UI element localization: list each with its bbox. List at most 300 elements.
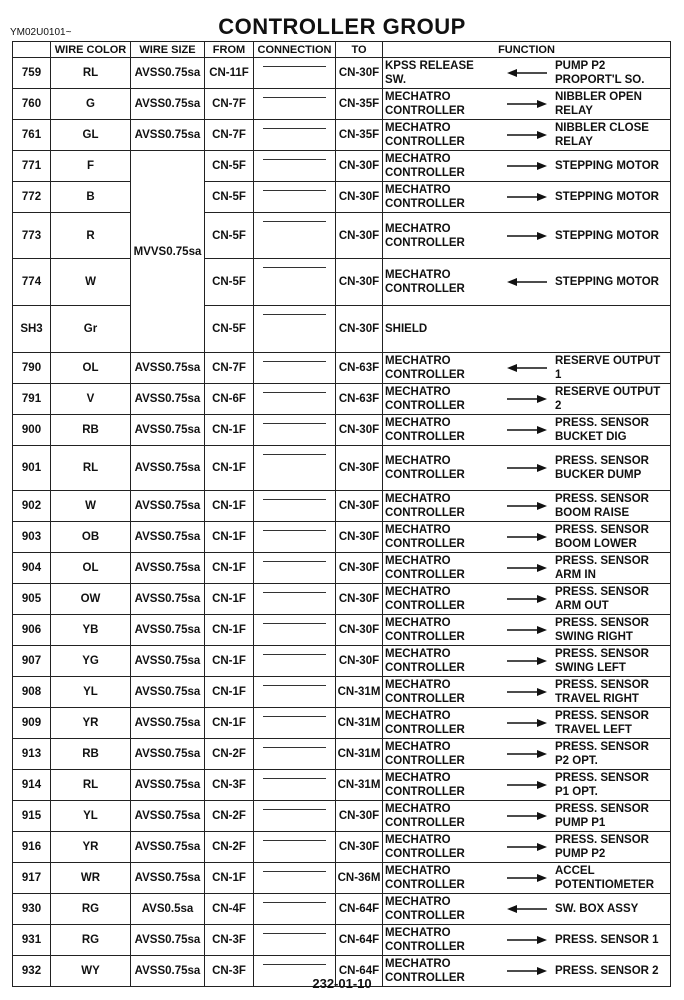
function-target (555, 554, 649, 582)
function-target-line2: 2 (555, 400, 562, 412)
row-number: 902 (13, 491, 51, 522)
function-source (385, 416, 503, 444)
from-connector: CN-1F (205, 708, 254, 739)
connection-cell (254, 677, 336, 708)
connection-line (263, 314, 326, 315)
from-connector: CN-1F (205, 584, 254, 615)
arrow-right-icon (505, 424, 549, 436)
function-target (555, 159, 659, 173)
connection-line (263, 778, 326, 779)
function-target-line1: RESERVE OUTPUT (555, 386, 661, 398)
function-cell (383, 182, 671, 213)
function-target-line1: PRESS. SENSOR (555, 455, 649, 467)
function-target-line1: PUMP P2 (555, 60, 606, 72)
function-source-line1: MECHATRO (385, 184, 451, 196)
function-source-line2: CONTROLLER (385, 755, 465, 767)
table-row (13, 89, 671, 120)
wire-size: AVSS0.75sa (131, 708, 205, 739)
function-target (555, 771, 649, 799)
from-connector: CN-1F (205, 615, 254, 646)
function-source-line2: CONTROLLER (385, 631, 465, 643)
wire-color: GL (51, 120, 131, 151)
function-target-line2: SWING LEFT (555, 662, 626, 674)
connection-cell (254, 739, 336, 770)
function-source-line2: CONTROLLER (385, 724, 465, 736)
header-connection: CONNECTION (254, 42, 336, 58)
connection-line (263, 964, 326, 965)
wire-color: W (51, 491, 131, 522)
function-target-line1: PRESS. SENSOR (555, 555, 649, 567)
from-connector: CN-3F (205, 770, 254, 801)
table-row (13, 646, 671, 677)
function-source-line1: MECHATRO (385, 958, 451, 970)
wire-size: AVSS0.75sa (131, 584, 205, 615)
connection-line (263, 66, 326, 67)
function-source-line1: MECHATRO (385, 803, 451, 815)
to-connector: CN-64F (336, 894, 383, 925)
function-target-line1: SW. BOX ASSY (555, 903, 639, 915)
function-target-line1: STEPPING MOTOR (555, 191, 659, 203)
function-target (555, 709, 649, 737)
function-target (555, 864, 654, 892)
function-cell (383, 553, 671, 584)
function-target (555, 647, 649, 675)
function-source-line2: CONTROLLER (385, 283, 465, 295)
function-target-line2: TRAVEL RIGHT (555, 693, 639, 705)
connection-line (263, 623, 326, 624)
function-target (555, 416, 649, 444)
wire-color: OL (51, 353, 131, 384)
arrow-right-icon (505, 98, 549, 110)
connection-line (263, 902, 326, 903)
function-source-line2: CONTROLLER (385, 879, 465, 891)
function-source-line1: MECHATRO (385, 679, 451, 691)
from-connector: CN-5F (205, 259, 254, 306)
wire-size: AVSS0.75sa (131, 739, 205, 770)
function-source (385, 385, 503, 413)
function-source-line1: MECHATRO (385, 386, 451, 398)
wire-color: RB (51, 739, 131, 770)
wire-color: B (51, 182, 131, 213)
function-target-line2: PUMP P1 (555, 817, 606, 829)
function-target-line1: PRESS. SENSOR (555, 586, 649, 598)
from-connector: CN-3F (205, 956, 254, 987)
wire-size: AVSS0.75sa (131, 863, 205, 894)
row-number: 774 (13, 259, 51, 306)
connection-line (263, 561, 326, 562)
row-number: SH3 (13, 306, 51, 353)
function-target-line2: BUCKER DUMP (555, 469, 642, 481)
function-source-line2: CONTROLLER (385, 786, 465, 798)
to-connector: CN-63F (336, 384, 383, 415)
table-row (13, 58, 671, 89)
to-connector: CN-30F (336, 213, 383, 259)
function-source-line1: SHIELD (385, 323, 428, 335)
arrow-right-icon (505, 872, 549, 884)
connection-line (263, 871, 326, 872)
row-number: 909 (13, 708, 51, 739)
from-connector: CN-7F (205, 120, 254, 151)
wire-color: G (51, 89, 131, 120)
function-target-line2: ARM IN (555, 569, 596, 581)
wire-size: AVSS0.75sa (131, 491, 205, 522)
to-connector: CN-30F (336, 553, 383, 584)
header-number (13, 42, 51, 58)
arrow-right-icon (505, 129, 549, 141)
function-source-line2: CONTROLLER (385, 507, 465, 519)
connection-cell (254, 925, 336, 956)
arrow-left-icon (505, 67, 549, 79)
wire-size: AVSS0.75sa (131, 801, 205, 832)
function-cell (383, 801, 671, 832)
function-source-line1: MECHATRO (385, 617, 451, 629)
function-cell (383, 306, 671, 353)
from-connector: CN-7F (205, 89, 254, 120)
function-source-line2: CONTROLLER (385, 693, 465, 705)
function-target-line1: STEPPING MOTOR (555, 229, 659, 242)
row-number: 900 (13, 415, 51, 446)
function-target (555, 492, 649, 520)
from-connector: CN-2F (205, 832, 254, 863)
connection-cell (254, 353, 336, 384)
function-target-line2: RELAY (555, 105, 593, 117)
function-target-line2: P1 OPT. (555, 786, 598, 798)
wire-size: AVSS0.75sa (131, 58, 205, 89)
wire-size: AVSS0.75sa (131, 646, 205, 677)
arrow-right-icon (505, 191, 549, 203)
connection-cell (254, 213, 336, 259)
from-connector: CN-3F (205, 925, 254, 956)
from-connector: CN-5F (205, 182, 254, 213)
wiring-table (12, 41, 671, 987)
wire-color: Gr (51, 306, 131, 353)
function-source-line1: MECHATRO (385, 455, 451, 467)
function-cell (383, 213, 671, 259)
from-connector: CN-6F (205, 384, 254, 415)
connection-line (263, 840, 326, 841)
row-number: 906 (13, 615, 51, 646)
arrow-right-icon (505, 934, 549, 946)
wire-color: RL (51, 446, 131, 491)
to-connector: CN-35F (336, 120, 383, 151)
from-connector: CN-1F (205, 646, 254, 677)
wire-color: R (51, 213, 131, 259)
function-source (385, 585, 503, 613)
function-cell (383, 491, 671, 522)
function-source (385, 833, 503, 861)
wire-color: RG (51, 925, 131, 956)
function-source (385, 268, 503, 296)
function-source (385, 678, 503, 706)
function-source (385, 647, 503, 675)
connection-line (263, 190, 326, 191)
function-source (385, 523, 503, 551)
wire-color: WY (51, 956, 131, 987)
connection-cell (254, 259, 336, 306)
row-number: 773 (13, 213, 51, 259)
connection-cell (254, 708, 336, 739)
row-number: 908 (13, 677, 51, 708)
connection-cell (254, 584, 336, 615)
function-target (555, 523, 649, 551)
function-target (555, 740, 649, 768)
function-target (555, 229, 659, 243)
table-row (13, 384, 671, 415)
function-source-line2: CONTROLLER (385, 662, 465, 674)
arrow-left-icon (505, 903, 549, 915)
function-target (555, 121, 649, 149)
arrow-right-icon (505, 393, 549, 405)
function-target (555, 354, 660, 382)
function-cell (383, 615, 671, 646)
function-source-line1: MECHATRO (385, 710, 451, 722)
connection-line (263, 97, 326, 98)
row-number: 761 (13, 120, 51, 151)
arrow-right-icon (505, 686, 549, 698)
function-target-line2: TRAVEL LEFT (555, 724, 632, 736)
arrow-right-icon (505, 160, 549, 172)
to-connector: CN-30F (336, 491, 383, 522)
function-source-line2: CONTROLLER (385, 400, 465, 412)
wire-size: AVSS0.75sa (131, 522, 205, 553)
to-connector: CN-64F (336, 925, 383, 956)
row-number: 915 (13, 801, 51, 832)
function-cell (383, 446, 671, 491)
arrow-left-icon (505, 276, 549, 288)
function-cell (383, 384, 671, 415)
function-source-line1: MECHATRO (385, 269, 451, 281)
function-source-line2: CONTROLLER (385, 198, 465, 210)
connection-cell (254, 863, 336, 894)
function-target-line2: RELAY (555, 136, 593, 148)
connection-cell (254, 553, 336, 584)
function-target-line1: ACCEL (555, 865, 595, 877)
function-cell (383, 353, 671, 384)
function-cell (383, 894, 671, 925)
table-row (13, 151, 671, 182)
function-source (385, 354, 503, 382)
to-connector: CN-31M (336, 739, 383, 770)
to-connector: CN-64F (336, 956, 383, 987)
function-source-line1: MECHATRO (385, 772, 451, 784)
function-source-line2: CONTROLLER (385, 469, 465, 481)
wire-size: AVSS0.75sa (131, 89, 205, 120)
function-cell (383, 584, 671, 615)
table-row (13, 522, 671, 553)
function-source (385, 322, 503, 336)
function-source-line1: MECHATRO (385, 741, 451, 753)
connection-line (263, 685, 326, 686)
function-target-line2: BOOM RAISE (555, 507, 630, 519)
function-source (385, 895, 503, 923)
connection-line (263, 128, 326, 129)
table-row (13, 259, 671, 306)
from-connector: CN-4F (205, 894, 254, 925)
function-target-line1: PRESS. SENSOR (555, 417, 649, 429)
table-row (13, 446, 671, 491)
wire-size: AVSS0.75sa (131, 677, 205, 708)
wire-size: AVSS0.75sa (131, 553, 205, 584)
function-target-line1: PRESS. SENSOR 2 (555, 965, 659, 977)
row-number: 932 (13, 956, 51, 987)
connection-line (263, 530, 326, 531)
function-cell (383, 863, 671, 894)
table-row (13, 584, 671, 615)
function-target-line1: NIBBLER OPEN (555, 91, 642, 103)
arrow-right-icon (505, 717, 549, 729)
function-target-line1: PRESS. SENSOR (555, 679, 649, 691)
function-target-line1: NIBBLER CLOSE (555, 122, 649, 134)
from-connector: CN-5F (205, 213, 254, 259)
table-row (13, 925, 671, 956)
table-header-row (13, 42, 671, 58)
table-row (13, 863, 671, 894)
table-row (13, 182, 671, 213)
row-number: 759 (13, 58, 51, 89)
function-source (385, 59, 503, 87)
function-source-line1: MECHATRO (385, 122, 451, 134)
function-cell (383, 646, 671, 677)
to-connector: CN-30F (336, 182, 383, 213)
function-target (555, 454, 649, 482)
function-source-line2: SW. (385, 74, 407, 86)
table-row (13, 213, 671, 259)
function-target-line1: PRESS. SENSOR (555, 524, 649, 536)
function-target-line1: PRESS. SENSOR (555, 710, 649, 722)
wire-color: YL (51, 677, 131, 708)
function-target (555, 833, 649, 861)
function-source-line2: CONTROLLER (385, 236, 465, 249)
to-connector: CN-30F (336, 259, 383, 306)
function-source (385, 864, 503, 892)
header-wire-size: WIRE SIZE (131, 42, 205, 58)
connection-line (263, 933, 326, 934)
table-row (13, 553, 671, 584)
connection-cell (254, 415, 336, 446)
wire-size: AVSS0.75sa (131, 353, 205, 384)
row-number: 903 (13, 522, 51, 553)
from-connector: CN-11F (205, 58, 254, 89)
to-connector: CN-30F (336, 615, 383, 646)
connection-line (263, 747, 326, 748)
row-number: 904 (13, 553, 51, 584)
connection-line (263, 159, 326, 160)
row-number: 790 (13, 353, 51, 384)
row-number: 916 (13, 832, 51, 863)
from-connector: CN-1F (205, 446, 254, 491)
wire-size: AVSS0.75sa (131, 832, 205, 863)
function-target (555, 190, 659, 204)
function-source-line1: MECHATRO (385, 524, 451, 536)
wire-size: AVSS0.75sa (131, 120, 205, 151)
connection-line (263, 654, 326, 655)
function-target (555, 902, 638, 916)
row-number: 914 (13, 770, 51, 801)
wire-color: OB (51, 522, 131, 553)
function-target-line1: PRESS. SENSOR (555, 617, 649, 629)
function-target-line2: BUCKET DIG (555, 431, 627, 443)
connection-cell (254, 58, 336, 89)
table-row (13, 739, 671, 770)
connection-line (263, 392, 326, 393)
from-connector: CN-1F (205, 553, 254, 584)
arrow-right-icon (505, 655, 549, 667)
row-number: 901 (13, 446, 51, 491)
connection-line (263, 267, 326, 268)
function-source-line1: MECHATRO (385, 927, 451, 939)
connection-line (263, 499, 326, 500)
arrow-right-icon (505, 748, 549, 760)
function-target-line1: PRESS. SENSOR (555, 741, 649, 753)
connection-cell (254, 522, 336, 553)
function-source-line2: CONTROLLER (385, 538, 465, 550)
row-number: 905 (13, 584, 51, 615)
connection-cell (254, 894, 336, 925)
function-target (555, 275, 659, 289)
function-target-line1: PRESS. SENSOR (555, 493, 649, 505)
arrow-right-icon (505, 531, 549, 543)
function-cell (383, 259, 671, 306)
connection-line (263, 361, 326, 362)
from-connector: CN-1F (205, 491, 254, 522)
connection-line (263, 592, 326, 593)
header-to: TO (336, 42, 383, 58)
function-source-line1: MECHATRO (385, 865, 451, 877)
wire-color: YB (51, 615, 131, 646)
function-target-line2: SWING RIGHT (555, 631, 633, 643)
function-target-line1: STEPPING MOTOR (555, 276, 659, 288)
function-source-line1: MECHATRO (385, 417, 451, 429)
page-number: 232-01-10 (312, 976, 372, 991)
arrow-right-icon (505, 779, 549, 791)
function-source (385, 740, 503, 768)
function-source-line1: MECHATRO (385, 834, 451, 846)
wire-color: V (51, 384, 131, 415)
function-source-line2: CONTROLLER (385, 817, 465, 829)
function-source-line2: CONTROLLER (385, 369, 465, 381)
to-connector: CN-30F (336, 446, 383, 491)
row-number: 931 (13, 925, 51, 956)
wire-color: W (51, 259, 131, 306)
to-connector: CN-30F (336, 58, 383, 89)
function-cell (383, 151, 671, 182)
to-connector: CN-31M (336, 708, 383, 739)
connection-cell (254, 89, 336, 120)
connection-cell (254, 646, 336, 677)
function-source-line2: CONTROLLER (385, 848, 465, 860)
function-cell (383, 739, 671, 770)
function-source-line2: CONTROLLER (385, 600, 465, 612)
function-cell (383, 58, 671, 89)
to-connector: CN-35F (336, 89, 383, 120)
connection-cell (254, 491, 336, 522)
wire-size-merged: MVVS0.75sa (131, 151, 205, 353)
header-wire-color: WIRE COLOR (51, 42, 131, 58)
function-source-line1: MECHATRO (385, 896, 451, 908)
table-row (13, 677, 671, 708)
wire-size: AVS0.5sa (131, 894, 205, 925)
function-target (555, 385, 660, 413)
function-source (385, 492, 503, 520)
function-source (385, 90, 503, 118)
from-connector: CN-5F (205, 306, 254, 353)
wire-color: OL (51, 553, 131, 584)
header-from: FROM (205, 42, 254, 58)
connection-cell (254, 446, 336, 491)
to-connector: CN-63F (336, 353, 383, 384)
table-row (13, 120, 671, 151)
wire-color: RL (51, 770, 131, 801)
